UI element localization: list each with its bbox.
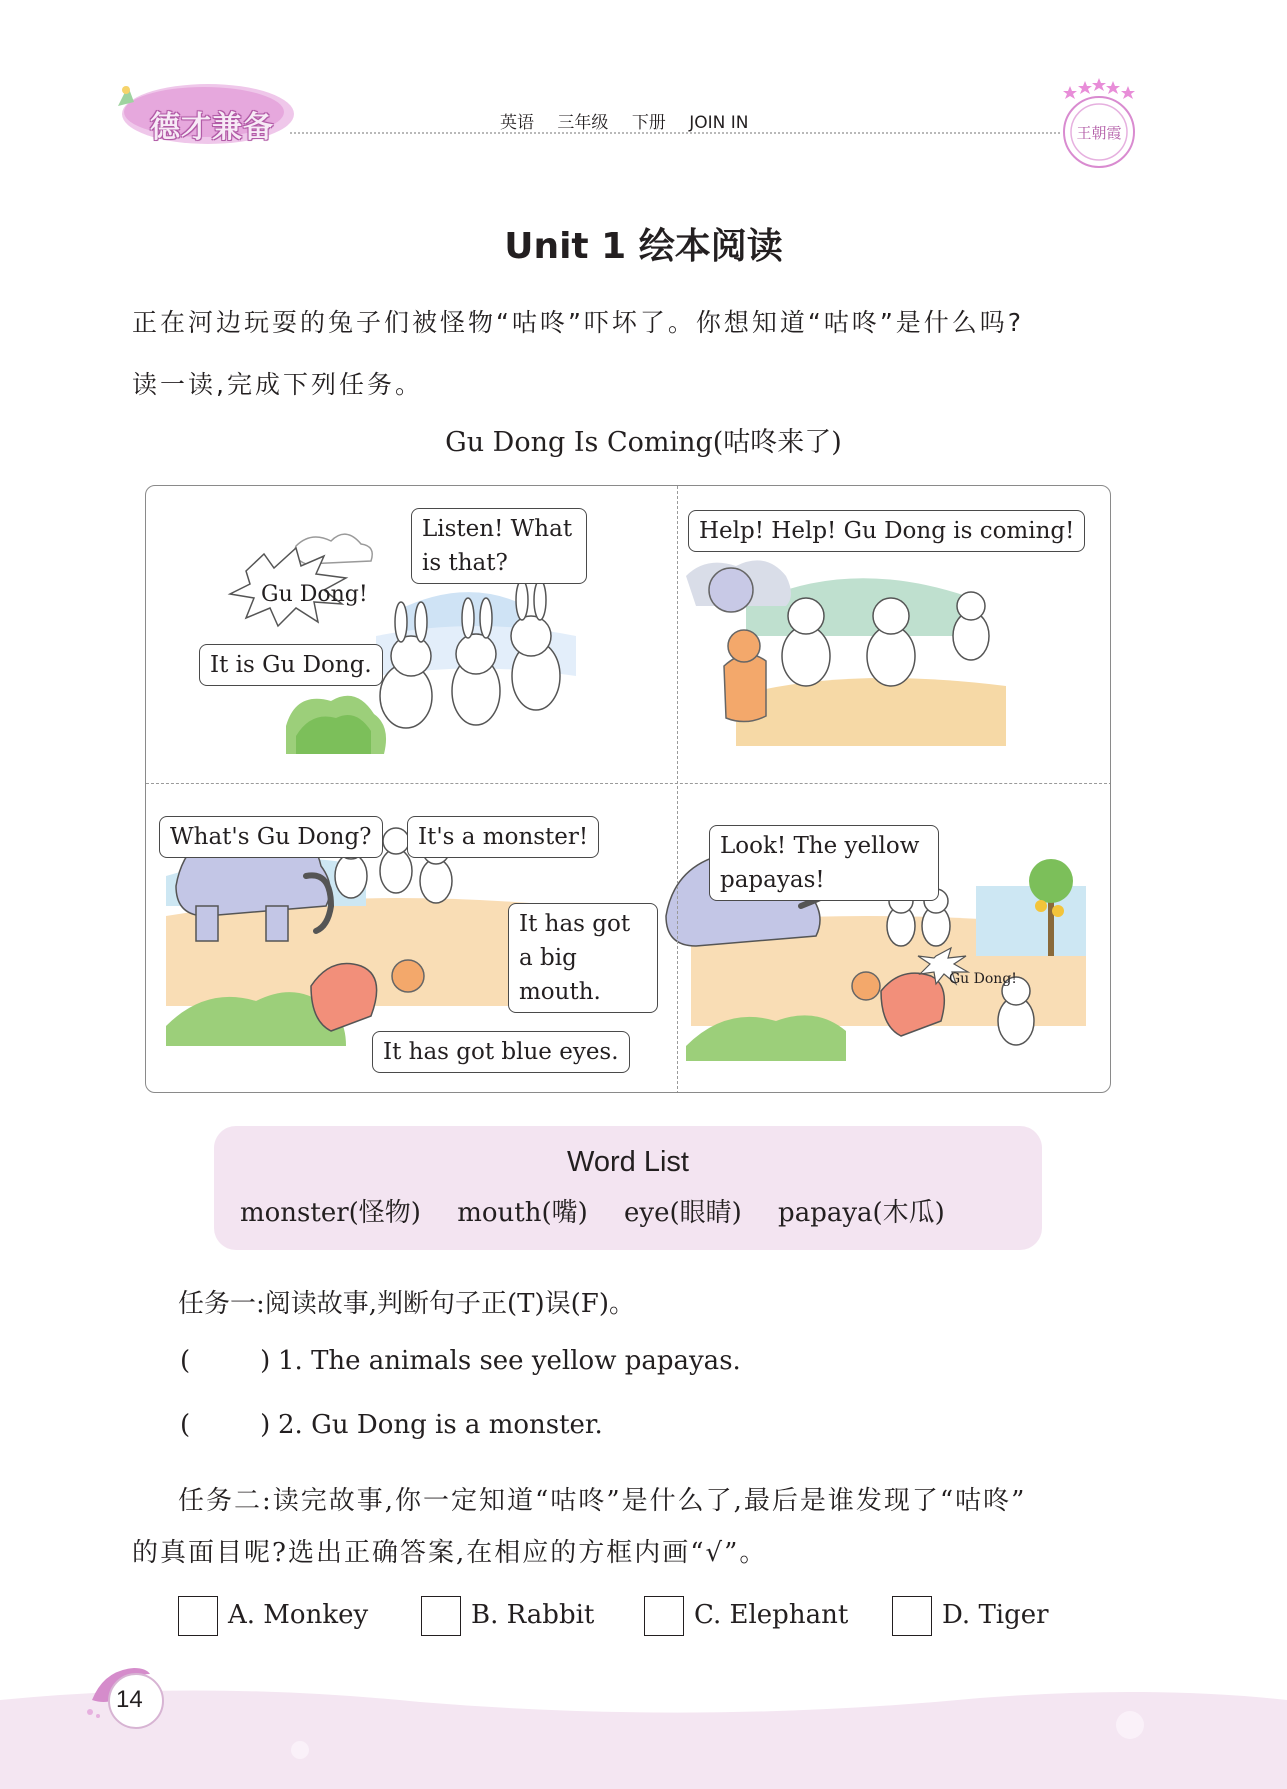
subject-label: 英语 <box>500 113 534 133</box>
word-item: monster(怪物) <box>240 1198 421 1228</box>
svg-text:王朝霞: 王朝霞 <box>1076 124 1122 142</box>
word-item: mouth(嘴) <box>457 1198 588 1228</box>
option-label: C. Elephant <box>694 1600 849 1630</box>
answer-blank[interactable] <box>180 1410 278 1440</box>
speech-bubble-whats-gu-dong: What's Gu Dong? <box>159 816 383 858</box>
paren-open: ( <box>180 1410 191 1440</box>
word-list-items <box>240 1192 1040 1229</box>
speech-bubble-big-mouth: It has got a big mouth. <box>508 903 658 1013</box>
speech-bubble-blue-eyes: It has got blue eyes. <box>372 1031 630 1073</box>
paren-close: ) <box>260 1346 271 1376</box>
paren-close: ) <box>260 1410 271 1440</box>
word-item: eye(眼睛) <box>624 1198 742 1228</box>
checkbox[interactable] <box>644 1596 684 1636</box>
page-number: 14 <box>116 1686 143 1713</box>
word-list-box <box>214 1126 1042 1250</box>
story-title: Gu Dong Is Coming(咕咚来了) <box>445 427 842 458</box>
intro-text <box>132 292 1162 416</box>
speech-bubble-yellow-papayas: Look! The yellow papayas! <box>709 825 939 901</box>
task-1-question-1 <box>180 1346 741 1376</box>
task-1-heading: 任务一:阅读故事,判断句子正(T)误(F)。 <box>178 1289 635 1319</box>
edition-label: JOIN IN <box>689 113 749 133</box>
panel-divider-vertical <box>677 486 678 1093</box>
intro-line-2: 读一读,完成下列任务。 <box>132 370 423 399</box>
task-2-heading: 任务二:读完故事,你一定知道“咕咚”是什么了,最后是谁发现了“咕咚” <box>178 1486 1027 1516</box>
footer-wave <box>0 1680 1287 1789</box>
panel-divider-horizontal <box>146 783 1111 784</box>
book-info <box>500 108 766 133</box>
checkbox[interactable] <box>892 1596 932 1636</box>
option-label: A. Monkey <box>228 1600 369 1630</box>
gu-dong-small-burst-text: Gu Dong! <box>949 971 1017 987</box>
comic-strip <box>145 485 1111 1093</box>
task-1-question-2 <box>180 1410 603 1440</box>
word-list-title: Word List <box>567 1146 689 1178</box>
option-label: D. Tiger <box>942 1600 1049 1630</box>
unit-title: Unit 1 绘本阅读 <box>504 226 783 267</box>
speech-bubble-its-a-monster: It's a monster! <box>407 816 599 858</box>
checkbox[interactable] <box>178 1596 218 1636</box>
task-2-instruction: 的真面目呢?选出正确答案,在相应的方框内画“√”。 <box>132 1538 768 1568</box>
speech-bubble-help: Help! Help! Gu Dong is coming! <box>688 510 1085 552</box>
checkbox[interactable] <box>421 1596 461 1636</box>
answer-options <box>178 1594 1098 1640</box>
answer-blank[interactable] <box>180 1346 278 1376</box>
author-seal-icon <box>1056 78 1142 170</box>
volume-label: 下册 <box>631 113 666 133</box>
panel-2-art <box>686 560 1006 746</box>
page-header <box>0 0 1287 170</box>
question-text: 1. The animals see yellow papayas. <box>278 1346 741 1376</box>
word-item: papaya(木瓜) <box>778 1198 945 1228</box>
grade-label: 三年级 <box>557 113 609 133</box>
brand-name: 德才兼备 <box>150 110 274 145</box>
speech-bubble-listen: Listen! What is that? <box>411 508 587 584</box>
paren-open: ( <box>180 1346 191 1376</box>
gu-dong-burst-text: Gu Dong! <box>261 582 368 607</box>
speech-bubble-it-is-gu-dong: It is Gu Dong. <box>199 644 383 686</box>
intro-line-1: 正在河边玩耍的兔子们被怪物“咕咚”吓坏了。你想知道“咕咚”是什么吗? <box>132 308 1025 337</box>
question-text: 2. Gu Dong is a monster. <box>278 1410 603 1440</box>
option-label: B. Rabbit <box>471 1600 595 1630</box>
